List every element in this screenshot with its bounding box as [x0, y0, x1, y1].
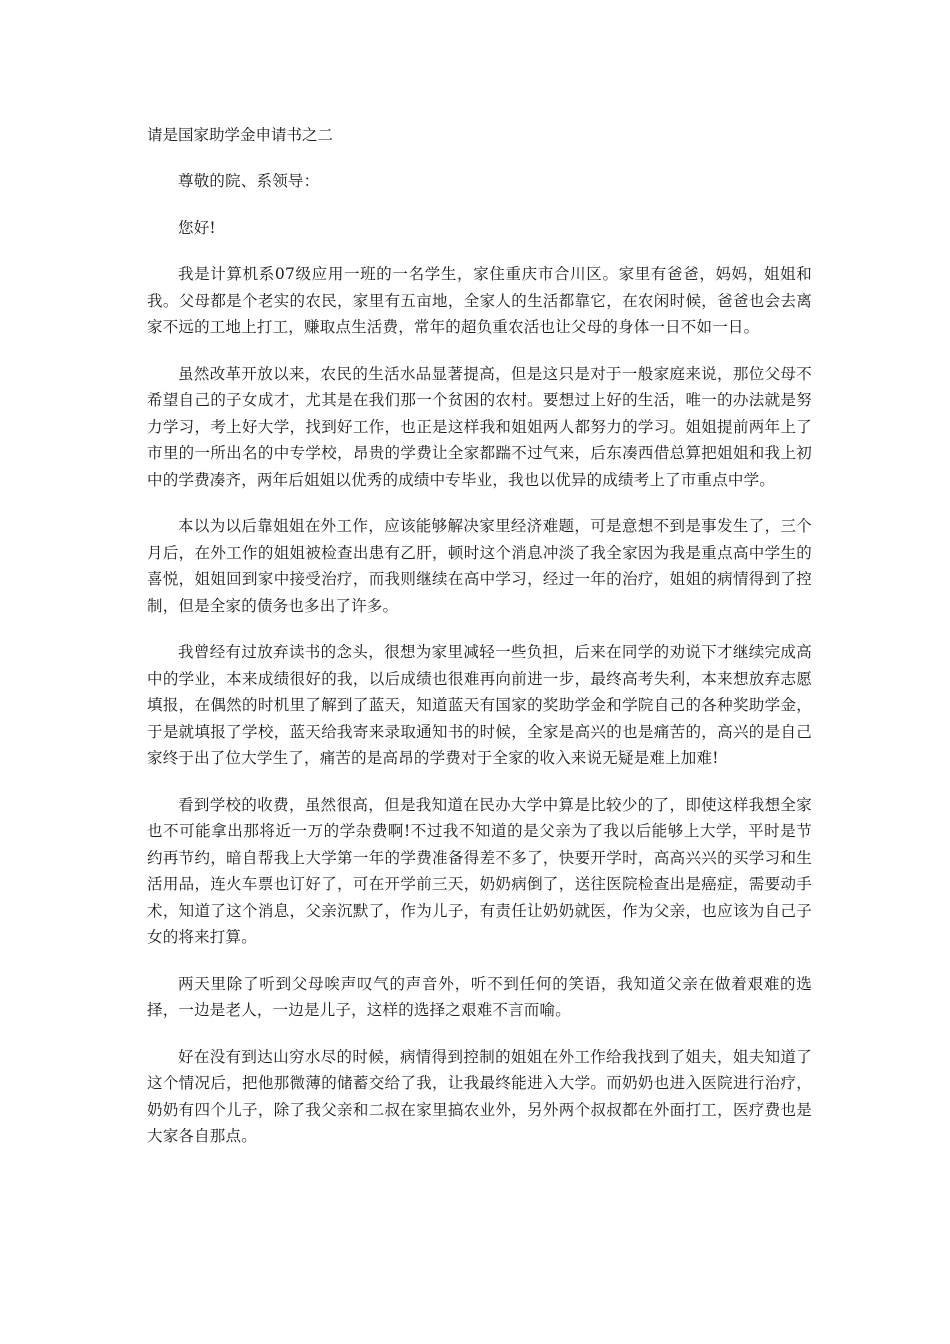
body-paragraph: 好在没有到达山穷水尽的时候，病情得到控制的姐姐在外工作给我找到了姐夫，姐夫知道了这个情况后，把他那微薄的储蓄交给了我，让我最终能进入大学。而奶奶也进入医院进行治疗，奶奶有四个儿子，除了我父亲和二叔在家里搞农业外，另外两个叔叔都在外面打工，医疗费也是大家各自那点。: [147, 1047, 812, 1145]
body-paragraph: 虽然改革开放以来，农民的生活水品显著提高，但是这只是对于一般家庭来说，那位父母不希望自己的子女成才，尤其是在我们那一个贫困的农村。要想过上好的生活，唯一的办法就是努力学习，考上好大学，找到好工作，也正是这样我和姐姐两人都努力的学习。姐姐提前两年上了市里的一所出名的中专学校，昂贵的学费让全家都踹不过气来，后东凑西借总算把姐姐和我上初中的学费凑齐，两年后姐姐以优秀的成绩中专毕业，我也以优异的成绩考上了市重点中学。: [147, 364, 812, 489]
salutation: 尊敬的院、系领导：: [178, 172, 320, 190]
body-paragraph: 本以为以后靠姐姐在外工作，应该能够解决家里经济难题，可是意想不到是事发生了，三个月后，在外工作的姐姐被检查出患有乙肝，顿时这个消息冲淡了我全家因为我是重点高中学生的喜悦，姐姐回到家中接受治疗，而我则继续在高中学习，经过一年的治疗，姐姐的病情得到了控制，但是全家的债务也多出了许多。: [147, 517, 812, 615]
document-title: 请是国家助学金申请书之二: [147, 126, 334, 144]
body-paragraph: 两天里除了听到父母唉声叹气的声音外，听不到任何的笑语，我知道父亲在做着艰难的选择，一边是老人，一边是儿子，这样的选择之艰难不言而喻。: [147, 974, 812, 1019]
body-paragraph: 我是计算机系07级应用一班的一名学生，家住重庆市合川区。家里有爸爸，妈妈，姐姐和我。父母都是个老实的农民，家里有五亩地，全家人的生活都靠它，在农闲时候，爸爸也会去离家不远的工地上打工，赚取点生活费，常年的超负重农活也让父母的身体一日不如一日。: [147, 265, 812, 336]
body-paragraph: 我曾经有过放弃读书的念头，很想为家里减轻一些负担，后来在同学的劝说下才继续完成高中的学业，本来成绩很好的我，以后成绩也很难再向前进一步，最终高考失利，本来想放弃志愿填报，在偶然的时机里了解到了蓝天，知道蓝天有国家的奖助学金和学院自己的各种奖助学金，于是就填报了学校，蓝天给我寄来录取通知书的时候，全家是高兴的也是痛苦的，高兴的是自己家终于出了位大学生了，痛苦的是高昂的学费对于全家的收入来说无疑是难上加难!: [147, 643, 812, 767]
body-paragraph: 看到学校的收费，虽然很高，但是我知道在民办大学中算是比较少的了，即使这样我想全家也不可能拿出那将近一万的学杂费啊!不过我不知道的是父亲为了我以后能够上大学，平时是节约再节约，暗自帮我上大学第一年的学费准备得差不多了，快要开学时，高高兴兴的买学习和生活用品，连火车票也订好了，可在开学前三天，奶奶病倒了，送往医院检查出是癌症，需要动手术，知道了这个消息，父亲沉默了，作为儿子，有责任让奶奶就医，作为父亲，也应该为自己子女的将来打算。: [147, 795, 812, 946]
greeting: 您好!: [178, 218, 216, 237]
document-body: [147, 122, 812, 1170]
